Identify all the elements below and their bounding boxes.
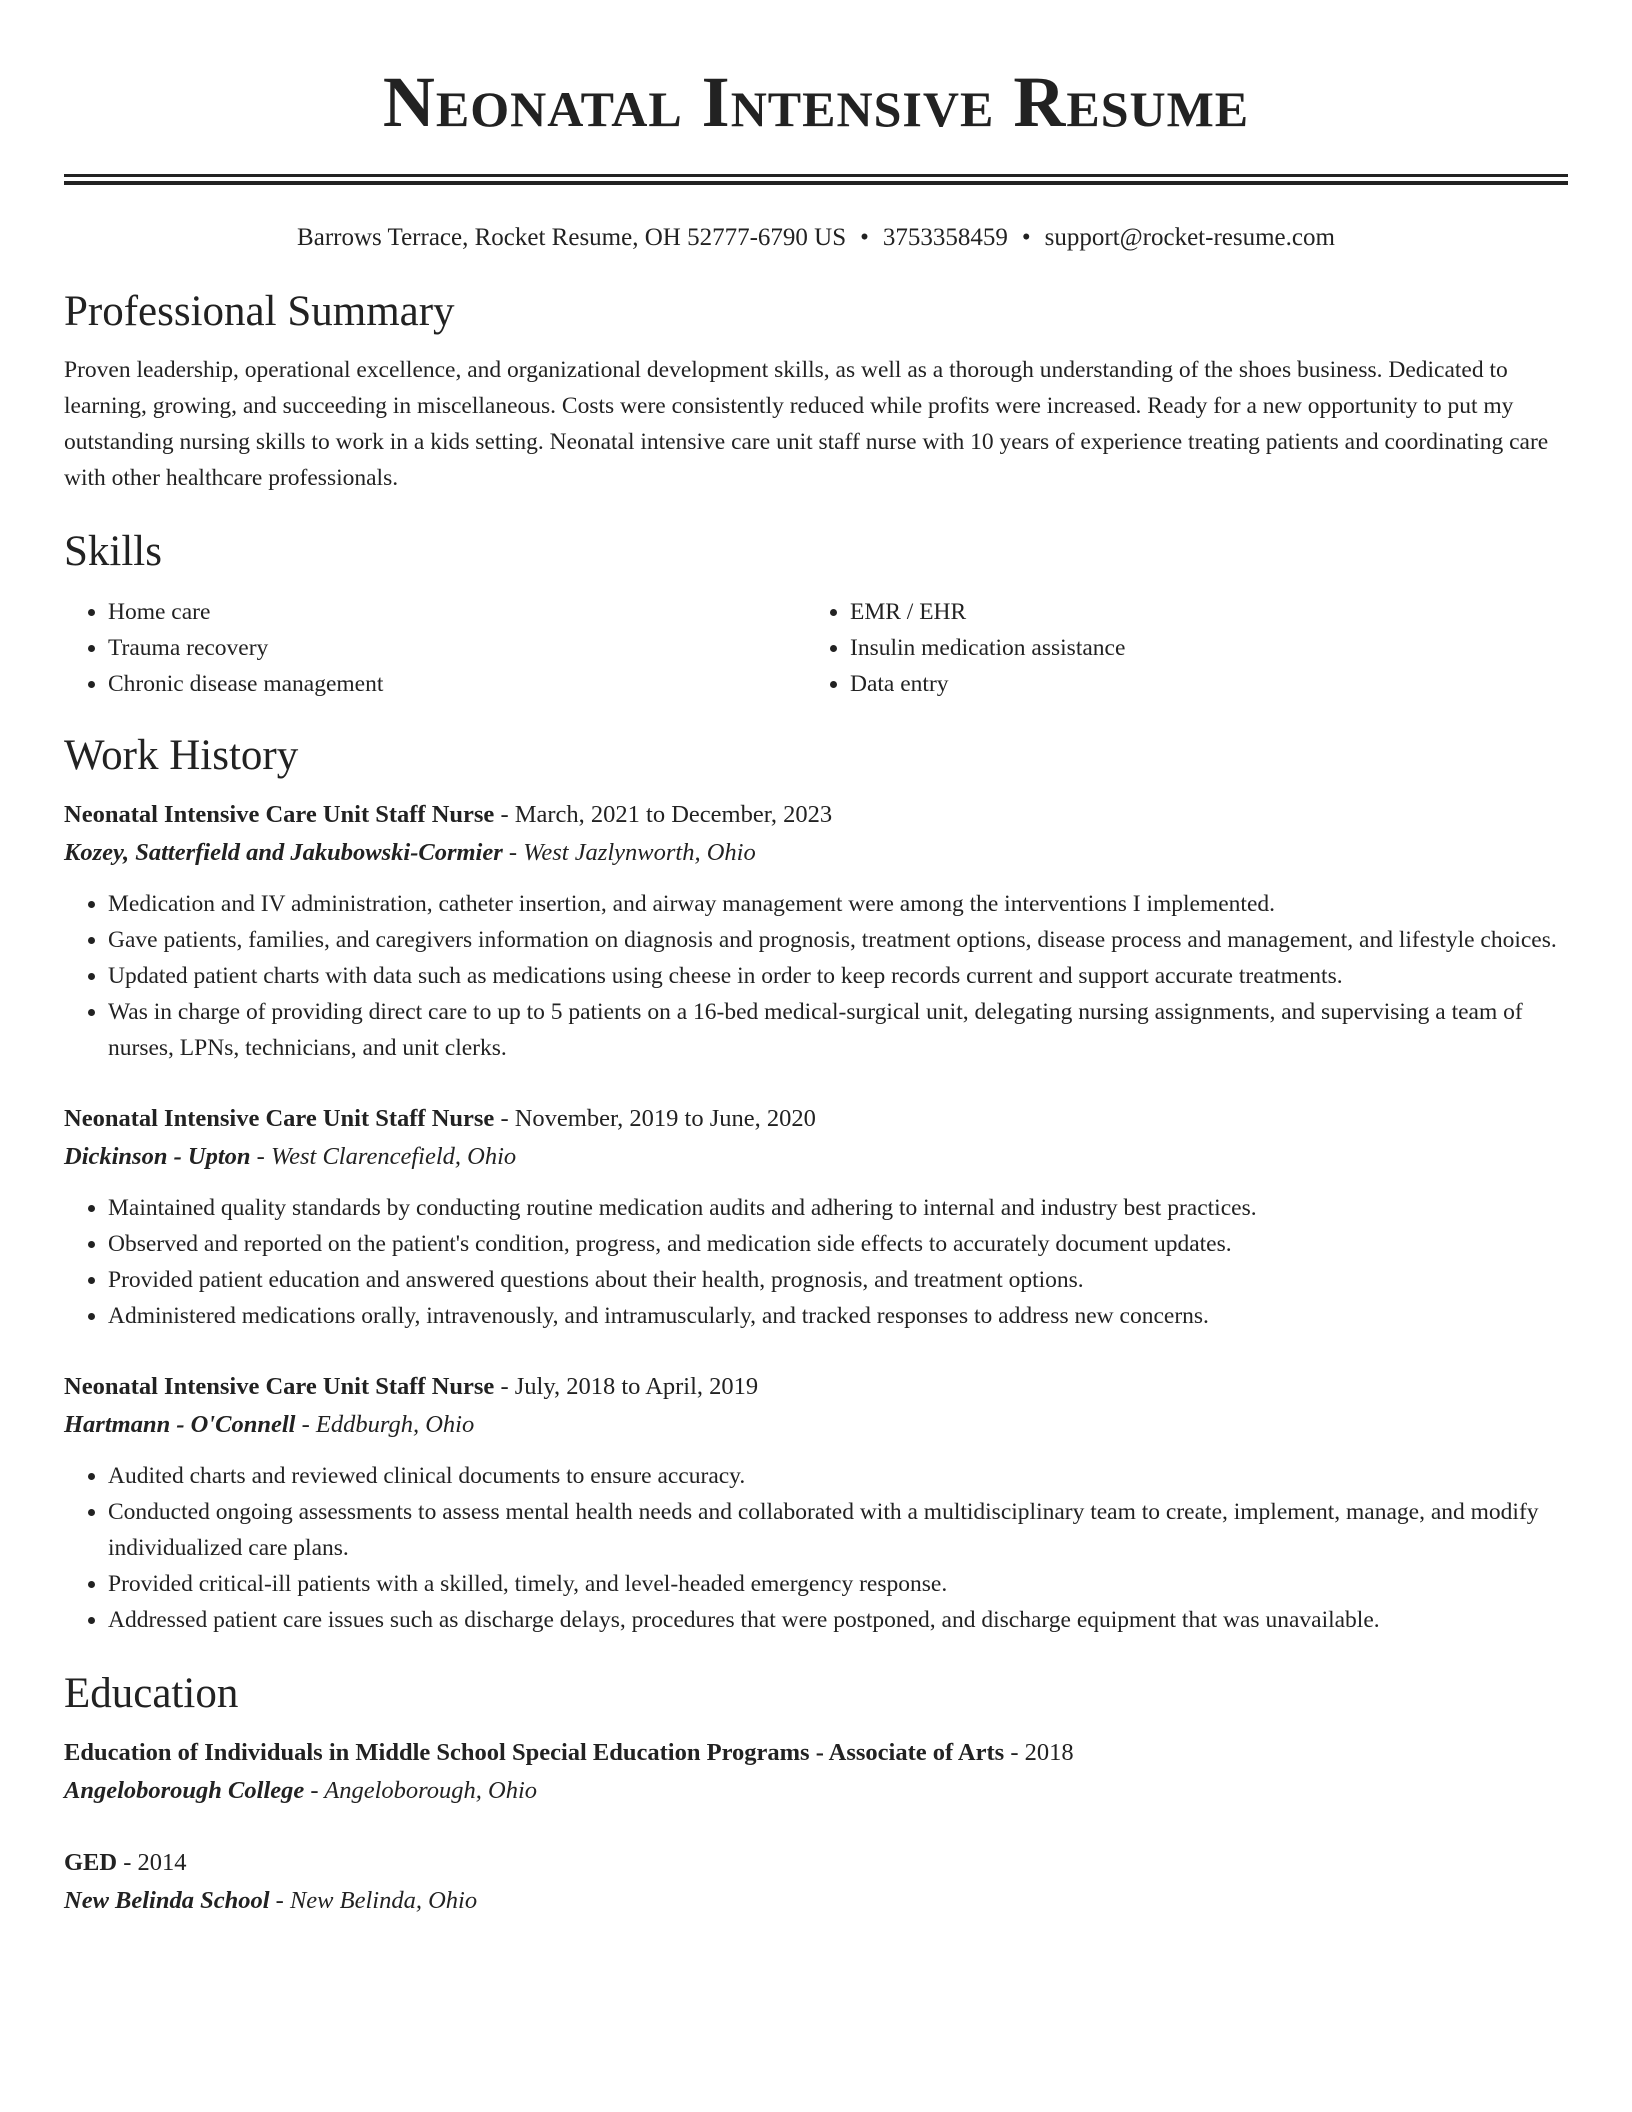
job-entry xyxy=(64,1100,1568,1334)
company-name: Dickinson - Upton xyxy=(64,1143,251,1170)
contact-email: support@rocket-resume.com xyxy=(1044,224,1335,251)
school-line xyxy=(64,1882,1568,1920)
job-bullets xyxy=(64,1458,1568,1638)
job-title-line xyxy=(64,1368,1568,1406)
job-bullet: • Updated patient charts with data such as medications using cheese in order to keep records current and support accurate treatments. xyxy=(108,958,1568,994)
job-bullet: • Was in charge of providing direct care to up to 5 patients on a 16-bed medical-surgical unit, delegating nursing assignments, and supervising a team of nurses, LPNs, technicians, and unit clerks. xyxy=(108,994,1568,1066)
dash: - xyxy=(269,1887,290,1914)
job-bullet: • Addressed patient care issues such as discharge delays, procedures that were postponed, and discharge equipment that was unavailable. xyxy=(108,1602,1568,1638)
degree-year: 2014 xyxy=(137,1849,187,1876)
job-entry xyxy=(64,1368,1568,1638)
school-location: New Belinda, Ohio xyxy=(289,1887,478,1914)
contact-separator: • xyxy=(1021,224,1031,251)
degree-line xyxy=(64,1844,1568,1882)
contact-phone: 3753358459 xyxy=(882,224,1008,251)
job-dates: July, 2018 to April, 2019 xyxy=(514,1373,759,1400)
job-title: Neonatal Intensive Care Unit Staff Nurse xyxy=(64,801,495,828)
school-line xyxy=(64,1772,1568,1810)
job-dates: November, 2019 to June, 2020 xyxy=(514,1105,816,1132)
summary-heading: Professional Summary xyxy=(64,288,455,335)
job-bullet: • Audited charts and reviewed clinical documents to ensure accuracy. xyxy=(108,1458,1568,1494)
education-entry xyxy=(64,1734,1568,1810)
degree-name: GED xyxy=(64,1849,118,1876)
skill-item: • Trauma recovery xyxy=(108,630,806,666)
job-bullet: • Conducted ongoing assessments to assess mental health needs and collaborated with a multidisciplinary team to create, implement, manage, and modify individualized care plans. xyxy=(108,1494,1568,1566)
skills-column-left xyxy=(64,594,806,702)
dash: - xyxy=(502,839,524,866)
skill-item: • Chronic disease management xyxy=(108,666,806,702)
company-line xyxy=(64,1138,1568,1176)
contact-line xyxy=(64,220,1568,256)
job-title: Neonatal Intensive Care Unit Staff Nurse xyxy=(64,1373,495,1400)
job-location: Eddburgh, Ohio xyxy=(315,1411,475,1438)
job-bullet: • Maintained quality standards by conducting routine medication audits and adhering to internal and industry best practices. xyxy=(108,1190,1568,1226)
school-name: New Belinda School xyxy=(64,1887,270,1914)
dash: - xyxy=(494,1105,515,1132)
dash: - xyxy=(1004,1739,1025,1766)
job-bullet: • Provided critical-ill patients with a skilled, timely, and level-headed emergency response. xyxy=(108,1566,1568,1602)
title-double-rule xyxy=(64,174,1568,185)
job-title: Neonatal Intensive Care Unit Staff Nurse xyxy=(64,1105,495,1132)
skill-item: • Home care xyxy=(108,594,806,630)
job-bullets xyxy=(64,886,1568,1066)
degree-year: 2018 xyxy=(1024,1739,1074,1766)
job-dates: March, 2021 to December, 2023 xyxy=(514,801,833,828)
school-location: Angeloborough, Ohio xyxy=(324,1777,538,1804)
education-heading: Education xyxy=(64,1670,239,1717)
education-entry xyxy=(64,1844,1568,1920)
skill-item: • Data entry xyxy=(850,666,1548,702)
dash: - xyxy=(117,1849,138,1876)
job-title-line xyxy=(64,796,1568,834)
dash: - xyxy=(295,1411,316,1438)
dash: - xyxy=(494,801,515,828)
degree-name: Education of Individuals in Middle School Special Education Programs - Associate of Arts xyxy=(64,1739,1005,1766)
skills-column-right xyxy=(806,594,1548,702)
school-name: Angeloborough College xyxy=(64,1777,305,1804)
company-name: Hartmann - O'Connell xyxy=(64,1411,296,1438)
job-bullets xyxy=(64,1190,1568,1334)
contact-separator: • xyxy=(860,224,869,251)
job-bullet: • Gave patients, families, and caregivers information on diagnosis and prognosis, treatment options, disease process and management, and lifestyle choices. xyxy=(108,922,1568,958)
company-line xyxy=(64,1406,1568,1444)
resume-title: Neonatal Intensive Resume xyxy=(382,62,1250,142)
job-location: West Clarencefield, Ohio xyxy=(270,1143,517,1170)
job-title-line xyxy=(64,1100,1568,1138)
company-line xyxy=(64,834,1568,872)
dash: - xyxy=(250,1143,271,1170)
skill-item: • Insulin medication assistance xyxy=(850,630,1548,666)
job-bullet: • Provided patient education and answered questions about their health, prognosis, and treatment options. xyxy=(108,1262,1568,1298)
contact-address: Barrows Terrace, Rocket Resume, OH 52777-6790 US xyxy=(297,224,847,251)
skills-list xyxy=(64,594,1568,702)
job-bullet: • Medication and IV administration, catheter insertion, and airway management were among the interventions I implemented. xyxy=(108,886,1568,922)
job-entry xyxy=(64,796,1568,1066)
job-bullet: • Administered medications orally, intravenously, and intramuscularly, and tracked responses to address new concerns. xyxy=(108,1298,1568,1334)
job-location: West Jazlynworth, Ohio xyxy=(523,839,756,866)
dash: - xyxy=(304,1777,325,1804)
job-bullet: • Observed and reported on the patient's condition, progress, and medication side effects to accurately document updates. xyxy=(108,1226,1568,1262)
summary-text: Proven leadership, operational excellence, and organizational development skills, as well as a thorough understanding of the shoes business. Dedicated to learning, growing, and succeeding in miscellaneous. Costs were consistently reduced while profits were increased. Ready for a new opportunity to put my outstanding nursing skills to work in a kids setting. Neonatal intensive care unit staff nurse with 10 years of experience treating patients and coordinating care with other healthcare professionals. xyxy=(64,357,1549,491)
degree-line xyxy=(64,1734,1568,1772)
skills-heading: Skills xyxy=(64,528,162,575)
skill-item: • EMR / EHR xyxy=(850,594,1548,630)
work-history-heading: Work History xyxy=(64,732,299,779)
company-name: Kozey, Satterfield and Jakubowski-Cormier xyxy=(64,839,503,866)
dash: - xyxy=(494,1373,515,1400)
